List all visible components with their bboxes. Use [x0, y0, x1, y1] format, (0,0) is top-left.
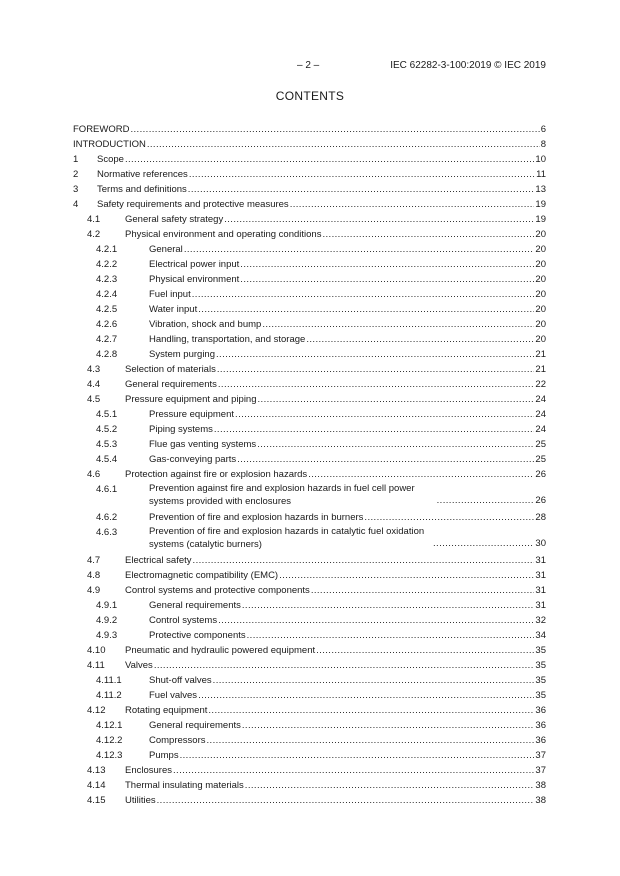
dot-leader — [258, 392, 535, 407]
toc-entry-title: General requirements — [149, 600, 241, 611]
toc-entry-title: Gas-conveying parts — [149, 454, 237, 465]
toc-entry[interactable] — [73, 688, 546, 703]
toc-entry-page: 20 — [535, 334, 546, 345]
toc-entry-number: 4.2.5 — [96, 304, 118, 315]
toc-entry-body — [149, 332, 546, 347]
dot-leader — [311, 583, 535, 598]
toc-entry-page: 37 — [535, 765, 546, 776]
toc-entry-body — [125, 643, 546, 658]
toc-entry[interactable] — [73, 467, 546, 482]
toc-entry-body — [125, 658, 546, 673]
toc-entry-body — [149, 317, 546, 332]
toc-entry-body — [149, 272, 546, 287]
toc-entry[interactable] — [73, 167, 546, 182]
toc-entry-title: Pressure equipment — [149, 409, 235, 420]
dot-leader — [242, 598, 535, 613]
toc-entry-number: 4.8 — [87, 570, 101, 581]
toc-entry-page: 35 — [535, 660, 546, 671]
toc-entry-body — [97, 197, 546, 212]
toc-entry-number: 3 — [73, 184, 79, 195]
toc-entry-title: Protective components — [149, 630, 246, 641]
dot-leader — [125, 152, 534, 167]
toc-entry-body — [125, 227, 546, 242]
toc-entry[interactable] — [73, 568, 546, 583]
dot-leader — [198, 688, 534, 703]
toc-entry-page: 38 — [535, 795, 546, 806]
toc-entry-page: 8 — [540, 139, 546, 150]
toc-entry-title: Rotating equipment — [125, 705, 208, 716]
dot-leader — [218, 613, 534, 628]
page-number: – 2 – — [297, 60, 320, 71]
toc-entry-title: Utilities — [125, 795, 156, 806]
toc-entry-page: 32 — [535, 615, 546, 626]
toc-entry-title: Vibration, shock and bump — [149, 319, 262, 330]
toc-entry[interactable] — [73, 718, 546, 733]
toc-entry[interactable] — [73, 152, 546, 167]
toc-entry[interactable] — [73, 332, 546, 347]
dot-leader — [437, 493, 535, 508]
toc-entry-title: Compressors — [149, 735, 206, 746]
toc-entry-page: 11 — [536, 169, 546, 180]
toc-entry-body — [149, 347, 546, 362]
toc-entry-number: 4.6.2 — [96, 512, 118, 523]
toc-entry-number: 4.5.1 — [96, 409, 118, 420]
toc-entry-page: 21 — [535, 364, 546, 375]
dot-leader — [279, 568, 534, 583]
toc-entry-body — [125, 392, 546, 407]
toc-entry[interactable] — [73, 257, 546, 272]
toc-entry[interactable] — [73, 317, 546, 332]
toc-entry-page: 31 — [535, 570, 546, 581]
toc-entry-page: 26 — [535, 495, 546, 506]
toc-entry-title: Selection of materials — [125, 364, 216, 375]
toc-entry-number: 4.14 — [87, 780, 106, 791]
toc-entry-body — [149, 613, 546, 628]
dot-leader — [257, 437, 534, 452]
toc-entry-number: 4.6.1 — [96, 484, 118, 495]
toc-entry[interactable] — [73, 287, 546, 302]
toc-entry-number: 4.2.1 — [96, 244, 118, 255]
dot-leader — [207, 733, 535, 748]
toc-entry-title: General safety strategy — [125, 214, 224, 225]
toc-entry-page: 10 — [535, 154, 546, 165]
toc-entry-number: 4.9.2 — [96, 615, 118, 626]
toc-entry-page: 34 — [535, 630, 546, 641]
toc-entry-body — [149, 482, 546, 508]
toc-entry-page: 31 — [535, 600, 546, 611]
toc-entry-title: Physical environment and operating conditions — [125, 229, 322, 240]
toc-entry-body — [125, 467, 546, 482]
dot-leader — [364, 510, 534, 525]
toc-entry-number: 4.6 — [87, 469, 101, 480]
toc-entry[interactable] — [73, 452, 546, 467]
toc-entry-body — [149, 452, 546, 467]
toc-entry[interactable] — [73, 212, 546, 227]
toc-entry[interactable] — [73, 302, 546, 317]
toc-entry-number: 1 — [73, 154, 79, 165]
dot-leader — [193, 553, 535, 568]
dot-leader — [306, 332, 534, 347]
toc-entry-number: 4.3 — [87, 364, 101, 375]
dot-leader — [214, 422, 535, 437]
dot-leader — [154, 658, 535, 673]
toc-entry-page: 35 — [535, 690, 546, 701]
dot-leader — [218, 377, 535, 392]
toc-entry[interactable] — [73, 242, 546, 257]
toc-entry-title: Scope — [97, 154, 124, 165]
toc-entry-title: Protection against fire or explosion hazards — [125, 469, 308, 480]
toc-entry-number: 4.2 — [87, 229, 101, 240]
toc-entry-page: 37 — [535, 750, 546, 761]
toc-entry-body — [149, 257, 546, 272]
dot-leader — [147, 137, 540, 152]
toc-entry-body — [149, 673, 546, 688]
contents-title: CONTENTS — [275, 89, 345, 103]
toc-entry[interactable] — [73, 377, 546, 392]
toc-entry[interactable] — [73, 733, 546, 748]
toc-entry-title: Water input — [149, 304, 198, 315]
toc-entry-number: 4.4 — [87, 379, 101, 390]
toc-entry-body — [149, 733, 546, 748]
toc-entry-body — [149, 407, 546, 422]
toc-entry-body — [149, 302, 546, 317]
toc-entry-number: 4.12.2 — [96, 735, 123, 746]
toc-entry-page: 30 — [535, 538, 546, 549]
toc-entry[interactable] — [73, 628, 546, 643]
toc-entry-body — [149, 287, 546, 302]
toc-entry-page: 19 — [535, 199, 546, 210]
toc-entry-title: Prevention against fire and explosion hazards in fuel cell power systems provided with enclosures — [149, 483, 415, 507]
toc-entry-body — [149, 718, 546, 733]
toc-entry[interactable] — [73, 122, 546, 137]
toc-entry[interactable] — [73, 422, 546, 437]
dot-leader — [217, 362, 535, 377]
toc-entry-title: Normative references — [97, 169, 188, 180]
dot-leader — [173, 763, 534, 778]
toc-entry[interactable] — [73, 227, 546, 242]
toc-entry-body — [149, 688, 546, 703]
toc-entry-page: 20 — [535, 319, 546, 330]
toc-entry-number: 4.11.2 — [96, 690, 122, 701]
toc-entry-title: Electromagnetic compatibility (EMC) — [125, 570, 279, 581]
toc-entry-number: 4.13 — [87, 765, 106, 776]
toc-entry-title: Control systems and protective components — [125, 585, 310, 596]
toc-entry-number: 4.12 — [87, 705, 106, 716]
toc-entry-title: Prevention of fire and explosion hazards in catalytic fuel oxidation systems (catalytic burners) — [149, 526, 425, 550]
toc-entry[interactable] — [73, 793, 546, 808]
dot-leader — [224, 212, 534, 227]
toc-entry-title: General — [149, 244, 183, 255]
toc-entry-title: Thermal insulating materials — [125, 780, 244, 791]
toc-entry-number: 4.1 — [87, 214, 101, 225]
toc-entry-page: 20 — [535, 259, 546, 270]
toc-entry-body — [125, 583, 546, 598]
toc-entry-page: 36 — [535, 735, 546, 746]
toc-entry-page: 20 — [535, 244, 546, 255]
toc-entry-body — [149, 510, 546, 525]
toc-entry-body — [97, 182, 546, 197]
toc-entry-body — [149, 598, 546, 613]
toc-entry-number: 4.5.4 — [96, 454, 118, 465]
toc-entry[interactable] — [73, 748, 546, 763]
dot-leader — [198, 302, 534, 317]
toc-entry-title: Electrical safety — [125, 555, 192, 566]
toc-entry[interactable] — [73, 272, 546, 287]
toc-entry-body — [97, 152, 546, 167]
toc-entry-title: Safety requirements and protective measures — [97, 199, 289, 210]
dot-leader — [308, 467, 534, 482]
toc-entry-page: 20 — [535, 289, 546, 300]
toc-entry[interactable] — [73, 598, 546, 613]
toc-entry-page: 38 — [535, 780, 546, 791]
toc-entry[interactable] — [73, 658, 546, 673]
dot-leader — [189, 167, 535, 182]
toc-entry-title: Pumps — [149, 750, 179, 761]
toc-entry-title: Valves — [125, 660, 153, 671]
toc-entry-page: 24 — [535, 409, 546, 420]
toc-entry-page: 24 — [535, 424, 546, 435]
toc-entry[interactable] — [73, 778, 546, 793]
toc-entry-title: Fuel input — [149, 289, 191, 300]
toc-entry[interactable] — [73, 613, 546, 628]
toc-entry-title: System purging — [149, 349, 216, 360]
toc-entry-body — [149, 242, 546, 257]
toc-entry-number: 4.2.7 — [96, 334, 118, 345]
toc-entry-body — [149, 422, 546, 437]
toc-entry-page: 19 — [535, 214, 546, 225]
dot-leader — [235, 407, 534, 422]
toc-entry[interactable] — [73, 703, 546, 718]
toc-entry[interactable] — [73, 437, 546, 452]
toc-entry-number: 4.12.3 — [96, 750, 123, 761]
toc-entry[interactable] — [73, 673, 546, 688]
toc-entry-page: 6 — [540, 124, 546, 135]
toc-entry-page: 31 — [535, 555, 546, 566]
page-header — [0, 60, 620, 74]
toc-entry-body — [125, 793, 546, 808]
toc-entry-page: 25 — [535, 439, 546, 450]
toc-entry-body — [149, 437, 546, 452]
toc-entry-page: 28 — [535, 512, 546, 523]
toc-entry-number: 4.5.2 — [96, 424, 118, 435]
toc-entry[interactable] — [73, 583, 546, 598]
toc-entry-title: Terms and definitions — [97, 184, 187, 195]
toc-entry-body — [125, 763, 546, 778]
toc-entry-body — [73, 137, 546, 152]
toc-entry-title: General requirements — [149, 720, 241, 731]
toc-entry-title: Shut-off valves — [149, 675, 212, 686]
toc-entry-page: 36 — [535, 705, 546, 716]
toc-entry-page: 20 — [535, 229, 546, 240]
toc-entry[interactable] — [73, 347, 546, 362]
toc-entry[interactable] — [73, 392, 546, 407]
toc-entry-title: Handling, transportation, and storage — [149, 334, 306, 345]
toc-entry-number: 4.9.1 — [96, 600, 118, 611]
toc-entry[interactable] — [73, 525, 546, 553]
toc-entry-title: Electrical power input — [149, 259, 240, 270]
toc-entry-title: Fuel valves — [149, 690, 198, 701]
dot-leader — [322, 227, 534, 242]
toc-entry-body — [125, 553, 546, 568]
toc-entry[interactable] — [73, 482, 546, 510]
toc-entry-number: 4.2.6 — [96, 319, 118, 330]
dot-leader — [213, 673, 535, 688]
toc-entry-number: 4.9 — [87, 585, 101, 596]
dot-leader — [242, 718, 535, 733]
toc-entry-body — [125, 778, 546, 793]
toc-entry[interactable] — [73, 510, 546, 525]
dot-leader — [180, 748, 535, 763]
toc-entry-page: 20 — [535, 304, 546, 315]
toc-entry-title: Flue gas venting systems — [149, 439, 257, 450]
dot-leader — [157, 793, 535, 808]
table-of-contents — [73, 122, 546, 808]
toc-entry-number: 4.5 — [87, 394, 101, 405]
toc-entry-number: 4.6.3 — [96, 527, 118, 538]
toc-entry-title: Piping systems — [149, 424, 213, 435]
toc-entry-body — [125, 212, 546, 227]
toc-entry[interactable] — [73, 362, 546, 377]
toc-entry-page: 21 — [535, 349, 546, 360]
toc-entry-body — [73, 122, 546, 137]
toc-entry[interactable] — [73, 197, 546, 212]
toc-entry-body — [149, 525, 546, 551]
dot-leader — [240, 272, 534, 287]
toc-entry[interactable] — [73, 137, 546, 152]
toc-entry-page: 35 — [535, 645, 546, 656]
toc-entry-number: 4.2.2 — [96, 259, 118, 270]
toc-entry-title: Physical environment — [149, 274, 240, 285]
toc-entry-number: 4.2.8 — [96, 349, 118, 360]
dot-leader — [192, 287, 535, 302]
toc-entry-title: Pressure equipment and piping — [125, 394, 257, 405]
dot-leader — [216, 347, 534, 362]
toc-entry-body — [125, 362, 546, 377]
toc-entry[interactable] — [73, 182, 546, 197]
toc-entry[interactable] — [73, 553, 546, 568]
toc-entry-number: 4.5.3 — [96, 439, 118, 450]
dot-leader — [262, 317, 534, 332]
toc-entry-title: Enclosures — [125, 765, 172, 776]
dot-leader — [208, 703, 534, 718]
toc-entry-number: 4.12.1 — [96, 720, 123, 731]
toc-entry-number: 4.7 — [87, 555, 101, 566]
toc-entry-body — [149, 628, 546, 643]
toc-entry-page: 26 — [535, 469, 546, 480]
toc-entry-page: 31 — [535, 585, 546, 596]
toc-entry-page: 25 — [535, 454, 546, 465]
toc-entry-number: 4 — [73, 199, 79, 210]
toc-entry-page: 20 — [535, 274, 546, 285]
dot-leader — [130, 122, 539, 137]
toc-entry-number: 4.11.1 — [96, 675, 122, 686]
toc-entry-number: 4.9.3 — [96, 630, 118, 641]
toc-entry-page: 35 — [535, 675, 546, 686]
toc-entry-body — [149, 748, 546, 763]
toc-entry-title: INTRODUCTION — [73, 139, 146, 150]
toc-entry-number: 4.2.4 — [96, 289, 118, 300]
toc-entry-number: 2 — [73, 169, 79, 180]
dot-leader — [184, 242, 535, 257]
toc-entry-page: 22 — [535, 379, 546, 390]
toc-entry-number: 4.11 — [87, 660, 105, 671]
standard-reference: IEC 62282-3-100:2019 © IEC 2019 — [390, 60, 546, 71]
dot-leader — [188, 182, 535, 197]
toc-entry-page: 13 — [535, 184, 546, 195]
toc-entry-title: Prevention of fire and explosion hazards in burners — [149, 512, 364, 523]
toc-entry-body — [125, 568, 546, 583]
dot-leader — [433, 536, 534, 551]
toc-entry-page: 36 — [535, 720, 546, 731]
dot-leader — [237, 452, 534, 467]
dot-leader — [290, 197, 535, 212]
dot-leader — [247, 628, 535, 643]
toc-entry-number: 4.15 — [87, 795, 106, 806]
toc-entry-title: Pneumatic and hydraulic powered equipment — [125, 645, 316, 656]
toc-entry[interactable] — [73, 407, 546, 422]
toc-entry[interactable] — [73, 643, 546, 658]
toc-entry-body — [97, 167, 546, 182]
toc-entry-body — [125, 377, 546, 392]
toc-entry-body — [125, 703, 546, 718]
toc-entry-page: 24 — [535, 394, 546, 405]
toc-entry-number: 4.10 — [87, 645, 106, 656]
toc-entry-title: Control systems — [149, 615, 218, 626]
dot-leader — [240, 257, 534, 272]
toc-entry-number: 4.2.3 — [96, 274, 118, 285]
dot-leader — [316, 643, 534, 658]
dot-leader — [245, 778, 535, 793]
toc-entry-title: General requirements — [125, 379, 217, 390]
toc-entry-title: FOREWORD — [73, 124, 130, 135]
toc-entry[interactable] — [73, 763, 546, 778]
